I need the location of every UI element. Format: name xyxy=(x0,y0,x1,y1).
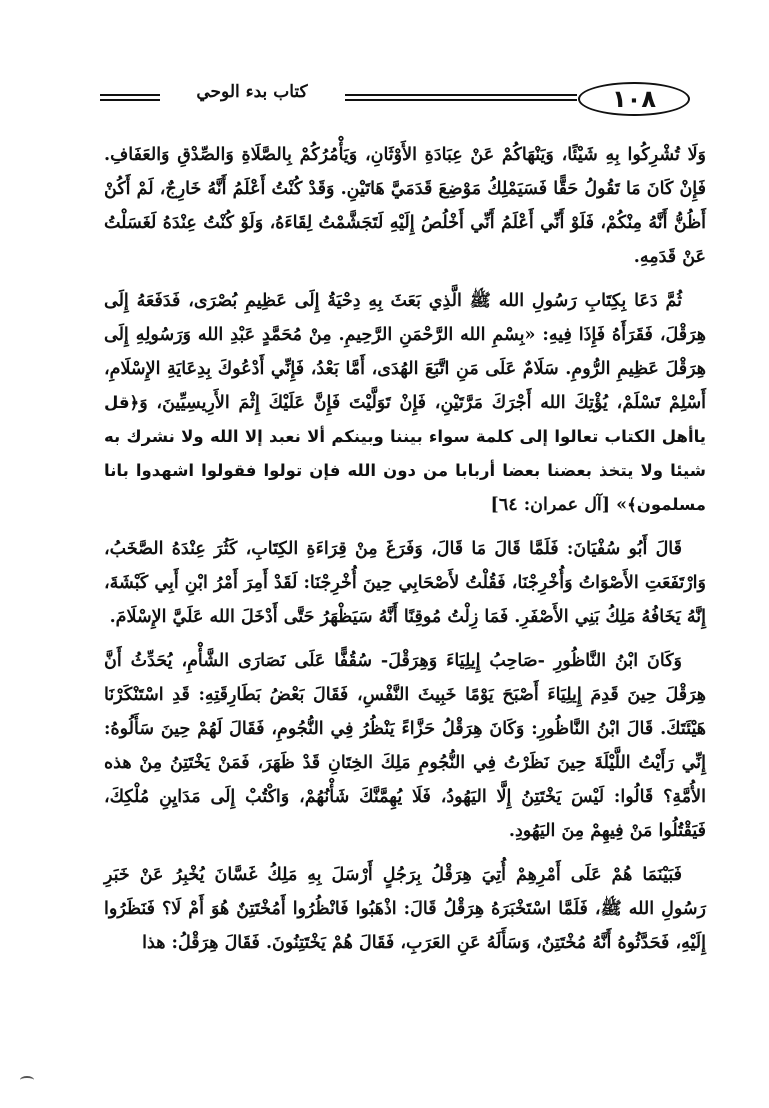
header-rule-left xyxy=(100,99,160,101)
header-rule-left xyxy=(100,94,160,96)
paragraph: وَكَانَ ابْنُ النَّاظُورِ -صَاحِبُ إِيلِيَاءَ وَهِرَقْلَ- سُقُفًّا عَلَى نَصَارَى الشَّأْمِ، يُحَدِّثُ أَنَّ هِرَقْلَ حِينَ قَدِمَ إِيلِيَاءَ أَصْبَحَ يَوْمًا خَبِيثَ النَّفْسِ، فَقَالَ بَعْضُ بَطَارِقَتِهِ: قَدِ اسْتَنْكَرْنَا هَيْئَتَكَ. قَالَ ابْنُ النَّاظُورِ: وَكَانَ هِرَقْلُ حَزَّاءً يَنْظُرُ فِي النُّجُومِ، فَقَالَ لَهُمْ حِينَ سَأَلُوهُ: إِنِّي رَأَيْتُ اللَّيْلَةَ حِينَ نَظَرْتُ فِي النُّجُومِ مَلِكَ الخِتَانِ قَدْ ظَهَرَ، فَمَنْ يَخْتَتِنُ مِنْ هذه الأُمَّةِ؟ قَالُوا: لَيْسَ يَخْتَتِنُ إِلَّا اليَهُودُ، فَلَا يُهِمَّنَّكَ شَأْنُهُمْ، وَاكْتُبْ إِلَى مَدَايِنِ مُلْكِكَ، فَيَقْتُلُوا مَنْ فِيهِمْ مِنَ اليَهُودِ. xyxy=(104,651,706,841)
page-header xyxy=(100,74,690,124)
header-rule-center xyxy=(345,99,577,101)
paragraph: وَلَا تُشْرِكُوا بِهِ شَيْئًا، وَيَنْهَاكُمْ عَنْ عِبَادَةِ الأَوْثَانِ، وَيَأْمُرُكُمْ بِالصَّلَاةِ وَالصِّدْقِ وَالعَفَافِ. فَإِنْ كَانَ مَا تَقُولُ حَقًّا فَسَيَمْلِكُ مَوْضِعَ قَدَمَيَّ هَاتَيْنِ. وَقَدْ كُنْتُ أَعْلَمُ أَنَّهُ خَارِجٌ، لَمْ أَكُنْ أَظُنُّ أَنَّهُ مِنْكُمْ، فَلَوْ أَنِّي أَعْلَمُ أَنِّي أَخْلُصُ إِلَيْهِ لَتَجَشَّمْتُ لِقَاءَهُ، وَلَوْ كُنْتُ عِنْدَهُ لَغَسَلْتُ عَنْ قَدَمِهِ. xyxy=(104,145,706,267)
page-corner-mark xyxy=(20,1076,34,1084)
running-title: كتاب بدء الوحي xyxy=(196,82,308,102)
paragraph: فَبَيْنَمَا هُمْ عَلَى أَمْرِهِمْ أُتِيَ هِرَقْلُ بِرَجُلٍ أَرْسَلَ بِهِ مَلِكُ غَسَّانَ يُخْبِرُ عَنْ خَبَرِ رَسُولِ الله ﷺ، فَلَمَّا اسْتَخْبَرَهُ هِرَقْلُ قَالَ: اذْهَبُوا فَانْظُرُوا أَمُخْتَتِنٌ هُوَ أَمْ لَا؟ فَنَظَرُوا إِلَيْهِ، فَحَدَّثُوهُ أَنَّهُ مُخْتَتِنٌ، وَسَأَلَهُ عَنِ العَرَبِ، فَقَالَ هُمْ يَخْتَتِنُونَ. فَقَالَ هِرَقْلُ: هذا xyxy=(104,865,706,953)
page-body xyxy=(104,138,706,970)
header-rule-center xyxy=(345,94,577,96)
paragraph-text: ثُمَّ دَعَا بِكِتَابِ رَسُولِ الله ﷺ الَّذِي بَعَثَ بِهِ دِحْيَةُ إِلَى عَظِيمِ بُصْرَى، فَدَفَعَهُ إِلَى هِرَقْلَ، فَقَرَأَهُ فَإِذَا فِيهِ: «بِسْمِ الله الرَّحْمَنِ الرَّحِيمِ. مِنْ مُحَمَّدٍ عَبْدِ الله وَرَسُولِهِ إِلَى هِرَقْلَ عَظِيمِ الرُّومِ. سَلَامٌ عَلَى مَنِ اتَّبَعَ الهُدَى، أَمَّا بَعْدُ، فَإِنِّي أَدْعُوكَ بِدِعَايَةِ الإِسْلَامِ، أَسْلِمْ تَسْلَمْ، يُؤْتِكَ الله أَجْرَكَ مَرَّتَيْنِ، فَإِنْ تَوَلَّيْتَ فَإِنَّ عَلَيْكَ إِثْمَ الأَرِيسِيِّينَ، وَ xyxy=(104,291,706,413)
quran-verse: ﴿قل ياأهل الكتاب تعالوا إلى كلمة سواء بيننا وبينكم ألا نعبد إلا الله ولا نشرك به شيئا ولا يتخذ بعضنا بعضا أربابا من دون الله فإن تولوا فقولوا اشهدوا بانا مسلمون﴾ xyxy=(104,393,706,514)
verse-citation: » [آل عمران: ٦٤] xyxy=(490,495,628,515)
paragraph: قَالَ أَبُو سُفْيَانَ: فَلَمَّا قَالَ مَا قَالَ، وَفَرَغَ مِنْ قِرَاءَةِ الكِتَابِ، كَثُرَ عِنْدَهُ الصَّخَبُ، وَارْتَفَعَتِ الأَصْوَاتُ وَأُخْرِجْنَا، فَقُلْتُ لأَصْحَابِي حِينَ أُخْرِجْنَا: لَقَدْ أَمِرَ أَمْرُ ابْنِ أَبِي كَبْشَةَ، إِنَّهُ يَخَافُهُ مَلِكُ بَنِي الأَصْفَرِ. فَمَا زِلْتُ مُوقِنًا أَنَّهُ سَيَظْهَرُ حَتَّى أَدْخَلَ الله عَلَيَّ الإِسْلَامَ. xyxy=(104,539,706,627)
page-number: ١٠٨ xyxy=(578,82,690,116)
paragraph xyxy=(104,284,706,522)
